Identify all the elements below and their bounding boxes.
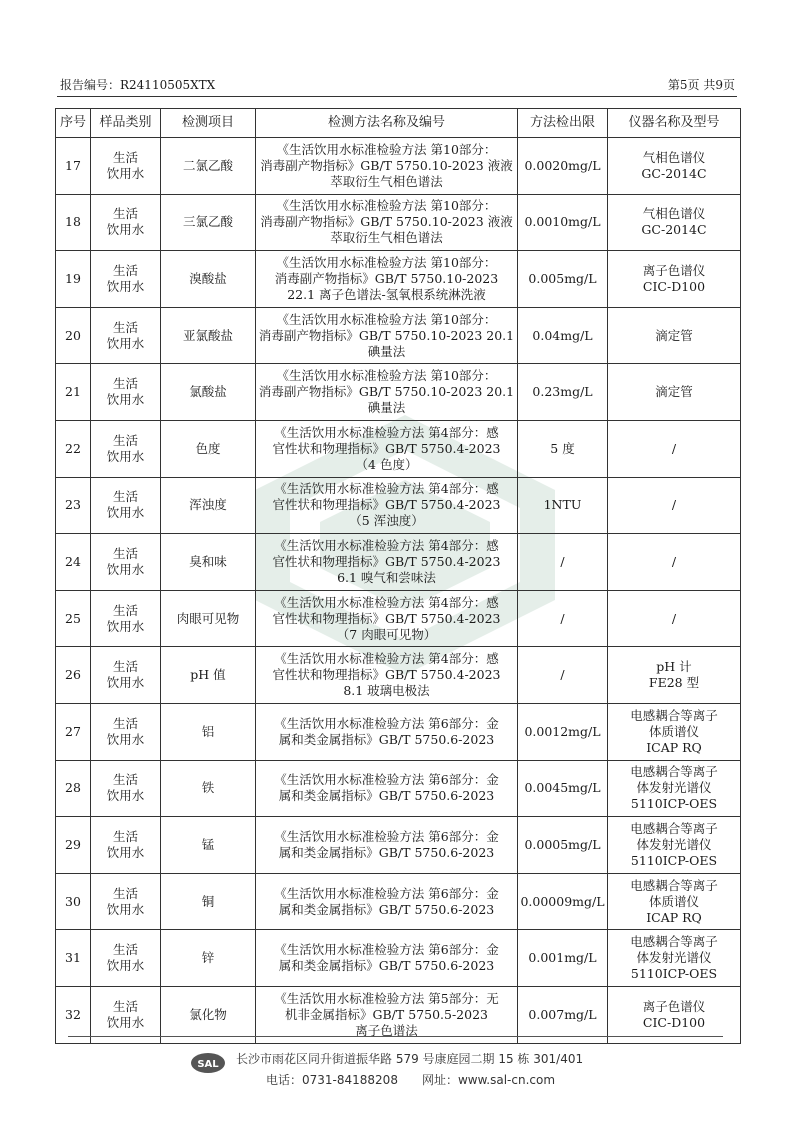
table-row <box>56 307 741 364</box>
sample-category-line: 饮用水 <box>106 788 145 804</box>
page-indicator: 第5页 共9页 <box>667 78 735 92</box>
test-method-line: 《生活饮用水标准检验方法 第10部分： <box>276 198 497 214</box>
table-row <box>56 194 741 251</box>
sample-category-line: 生活 <box>112 772 138 788</box>
detection-limit: 0.00009mg/L <box>518 873 608 930</box>
test-method <box>256 307 518 364</box>
sample-category-line: 生活 <box>112 376 138 392</box>
sample-category-line: 饮用水 <box>106 165 145 181</box>
instrument-line: 体发射光谱仪 <box>636 780 712 796</box>
test-item: 臭和味 <box>161 534 256 591</box>
sample-category-line: 生活 <box>112 432 138 448</box>
report-number: 报告编号：R24110505XTX <box>60 78 216 92</box>
test-method <box>256 364 518 421</box>
instrument-line: / <box>671 497 677 513</box>
test-method <box>256 817 518 874</box>
instrument-line: 滴定管 <box>655 384 693 400</box>
table-header-row <box>56 109 741 138</box>
test-method <box>256 590 518 647</box>
instrument-line: 电感耦合等离子 <box>630 934 718 950</box>
sample-category <box>91 194 161 251</box>
sample-category-line: 生活 <box>112 206 138 222</box>
sample-category <box>91 420 161 477</box>
footer-contact <box>266 1071 555 1088</box>
test-method-line: 《生活饮用水标准检验方法 第4部分：感 <box>274 424 499 440</box>
test-item: 肉眼可见物 <box>161 590 256 647</box>
row-number: 18 <box>56 194 91 251</box>
detection-limit: 5 度 <box>518 420 608 477</box>
sample-category-line: 饮用水 <box>106 505 145 521</box>
sample-category <box>91 647 161 704</box>
table-row <box>56 873 741 930</box>
test-method-line: 萃取衍生气相色谱法 <box>330 173 443 189</box>
row-number: 28 <box>56 760 91 817</box>
sample-category <box>91 986 161 1043</box>
test-method-line: 官性状和物理指标》GB/T 5750.4-2023 <box>272 553 501 569</box>
sal-logo-icon <box>190 1052 226 1074</box>
table-row <box>56 590 741 647</box>
detection-limit: / <box>518 590 608 647</box>
instrument-line: GC-2014C <box>641 222 707 238</box>
table-row <box>56 534 741 591</box>
row-number: 21 <box>56 364 91 421</box>
sample-category-line: 生活 <box>112 602 138 618</box>
column-header-method: 检测方法名称及编号 <box>256 109 518 138</box>
sample-category-line: 饮用水 <box>106 958 145 974</box>
sample-category <box>91 873 161 930</box>
instrument-line: ICAP RQ <box>646 739 702 755</box>
instrument-line: 5110ICP-OES <box>630 796 718 812</box>
sample-category-line: 生活 <box>112 885 138 901</box>
sample-category-line: 饮用水 <box>106 844 145 860</box>
test-method <box>256 986 518 1043</box>
instrument-line: 体质谱仪 <box>648 893 699 909</box>
test-item: 浑浊度 <box>161 477 256 534</box>
sample-category <box>91 760 161 817</box>
sample-category <box>91 477 161 534</box>
instrument-line: 体质谱仪 <box>648 723 699 739</box>
table-row <box>56 138 741 195</box>
detection-limit: 0.04mg/L <box>518 307 608 364</box>
sample-category <box>91 590 161 647</box>
test-item: 亚氯酸盐 <box>161 307 256 364</box>
instrument-line: 气相色谱仪 <box>642 149 706 165</box>
test-method-line: 碘量法 <box>367 343 406 359</box>
sample-category-line: 饮用水 <box>106 731 145 747</box>
row-number: 23 <box>56 477 91 534</box>
test-method-line: 萃取衍生气相色谱法 <box>330 230 443 246</box>
detection-limit: 0.0012mg/L <box>518 703 608 760</box>
test-method <box>256 873 518 930</box>
test-method-line: 《生活饮用水标准检验方法 第10部分： <box>276 311 497 327</box>
test-item: 色度 <box>161 420 256 477</box>
sample-category-line: 饮用水 <box>106 222 145 238</box>
test-method <box>256 534 518 591</box>
sample-category-line: 饮用水 <box>106 278 145 294</box>
sample-category-line: 生活 <box>112 319 138 335</box>
detection-limit: 0.0005mg/L <box>518 817 608 874</box>
instrument <box>608 817 741 874</box>
instrument-line: / <box>671 610 677 626</box>
instrument-line: 体发射光谱仪 <box>636 950 712 966</box>
instrument-line: 气相色谱仪 <box>642 206 706 222</box>
test-method-line: 属和类金属指标》GB/T 5750.6-2023 <box>278 788 495 804</box>
sample-category-line: 生活 <box>112 262 138 278</box>
row-number: 31 <box>56 930 91 987</box>
instrument <box>608 930 741 987</box>
sample-category-line: 生活 <box>112 489 138 505</box>
test-method-line: 离子色谱法 <box>355 1022 418 1038</box>
row-number: 27 <box>56 703 91 760</box>
detection-limit: 0.23mg/L <box>518 364 608 421</box>
table-row <box>56 817 741 874</box>
test-method <box>256 703 518 760</box>
test-methods-table <box>55 108 741 1044</box>
test-item: pH 值 <box>161 647 256 704</box>
test-method-line: 《生活饮用水标准检验方法 第6部分：金 <box>274 772 499 788</box>
test-item: 氯酸盐 <box>161 364 256 421</box>
test-method-line: 8.1 玻璃电极法 <box>343 683 430 699</box>
instrument-line: 电感耦合等离子 <box>630 820 718 836</box>
column-header-instrument: 仪器名称及型号 <box>608 109 741 138</box>
detection-limit: 0.0045mg/L <box>518 760 608 817</box>
row-number: 32 <box>56 986 91 1043</box>
instrument-line: 滴定管 <box>655 327 693 343</box>
sample-category-line: 饮用水 <box>106 392 145 408</box>
instrument-line: 5110ICP-OES <box>630 966 718 982</box>
instrument-line: / <box>671 440 677 456</box>
instrument-line: GC-2014C <box>641 165 707 181</box>
row-number: 30 <box>56 873 91 930</box>
instrument-line: 5110ICP-OES <box>630 852 718 868</box>
table-row <box>56 477 741 534</box>
detection-limit: 0.0010mg/L <box>518 194 608 251</box>
test-item: 锌 <box>161 930 256 987</box>
instrument-line: pH 计 <box>656 659 692 675</box>
footer-website: 网址：www.sal-cn.com <box>421 1073 556 1087</box>
header-divider <box>57 96 737 97</box>
test-method-line: 《生活饮用水标准检验方法 第6部分：金 <box>274 828 499 844</box>
test-method <box>256 647 518 704</box>
column-header-no: 序号 <box>56 109 91 138</box>
sample-category-line: 饮用水 <box>106 335 145 351</box>
page-header <box>60 76 735 94</box>
instrument-line: FE28 型 <box>648 675 700 691</box>
test-method-line: 6.1 嗅气和尝味法 <box>337 569 436 585</box>
sample-category-line: 生活 <box>112 545 138 561</box>
detection-limit: 0.001mg/L <box>518 930 608 987</box>
sample-category <box>91 930 161 987</box>
instrument-line: 电感耦合等离子 <box>630 764 718 780</box>
test-method-line: 属和类金属指标》GB/T 5750.6-2023 <box>278 731 495 747</box>
detection-limit: / <box>518 534 608 591</box>
row-number: 17 <box>56 138 91 195</box>
detection-limit: 1NTU <box>518 477 608 534</box>
sample-category <box>91 364 161 421</box>
test-method-line: 官性状和物理指标》GB/T 5750.4-2023 <box>272 667 501 683</box>
test-method <box>256 251 518 308</box>
instrument <box>608 590 741 647</box>
test-item: 三氯乙酸 <box>161 194 256 251</box>
instrument-line: 电感耦合等离子 <box>630 707 718 723</box>
row-number: 26 <box>56 647 91 704</box>
detection-limit: 0.005mg/L <box>518 251 608 308</box>
test-method-line: 官性状和物理指标》GB/T 5750.4-2023 <box>272 610 501 626</box>
test-method-line: 《生活饮用水标准检验方法 第4部分：感 <box>274 651 499 667</box>
table-row <box>56 986 741 1043</box>
test-method <box>256 420 518 477</box>
column-header-item: 检测项目 <box>161 109 256 138</box>
instrument <box>608 534 741 591</box>
table-row <box>56 930 741 987</box>
test-method <box>256 760 518 817</box>
instrument <box>608 477 741 534</box>
sample-category-line: 饮用水 <box>106 901 145 917</box>
instrument <box>608 251 741 308</box>
sample-category-line: 生活 <box>112 149 138 165</box>
row-number: 19 <box>56 251 91 308</box>
test-item: 溴酸盐 <box>161 251 256 308</box>
instrument <box>608 420 741 477</box>
instrument <box>608 986 741 1043</box>
test-method-line: 消毒副产物指标》GB/T 5750.10-2023 液液 <box>260 214 513 230</box>
test-method <box>256 930 518 987</box>
instrument-line: / <box>671 553 677 569</box>
test-method-line: 属和类金属指标》GB/T 5750.6-2023 <box>278 901 495 917</box>
test-method-line: 官性状和物理指标》GB/T 5750.4-2023 <box>272 497 501 513</box>
sample-category-line: 生活 <box>112 942 138 958</box>
instrument-line: 电感耦合等离子 <box>630 877 718 893</box>
row-number: 29 <box>56 817 91 874</box>
table-row <box>56 703 741 760</box>
table-row <box>56 251 741 308</box>
sample-category <box>91 703 161 760</box>
test-method-line: 《生活饮用水标准检验方法 第10部分： <box>276 141 497 157</box>
instrument-line: ICAP RQ <box>646 909 702 925</box>
detection-limit: / <box>518 647 608 704</box>
instrument <box>608 307 741 364</box>
test-method-line: 消毒副产物指标》GB/T 5750.10-2023 20.1 <box>258 327 515 343</box>
sample-category <box>91 251 161 308</box>
test-method-line: 《生活饮用水标准检验方法 第10部分： <box>276 368 497 384</box>
test-method <box>256 138 518 195</box>
sample-category-line: 饮用水 <box>106 675 145 691</box>
table-row <box>56 420 741 477</box>
table-row <box>56 364 741 421</box>
footer-divider <box>68 1036 723 1037</box>
sample-category-line: 饮用水 <box>106 448 145 464</box>
sample-category-line: 饮用水 <box>106 561 145 577</box>
sample-category-line: 饮用水 <box>106 1014 145 1030</box>
instrument <box>608 703 741 760</box>
instrument-line: 离子色谱仪 <box>642 998 706 1014</box>
test-item: 铝 <box>161 703 256 760</box>
test-method-line: 《生活饮用水标准检验方法 第6部分：金 <box>274 715 499 731</box>
test-method-line: （7 肉眼可见物） <box>336 626 437 642</box>
sample-category-line: 生活 <box>112 998 138 1014</box>
test-method <box>256 194 518 251</box>
sample-category <box>91 534 161 591</box>
detection-limit: 0.0020mg/L <box>518 138 608 195</box>
test-method-line: 《生活饮用水标准检验方法 第4部分：感 <box>274 481 499 497</box>
sample-category-line: 饮用水 <box>106 618 145 634</box>
sample-category <box>91 138 161 195</box>
test-method-line: 《生活饮用水标准检验方法 第10部分： <box>276 254 497 270</box>
test-method-line: 属和类金属指标》GB/T 5750.6-2023 <box>278 844 495 860</box>
logo-text: SAL <box>197 1059 219 1070</box>
test-item: 二氯乙酸 <box>161 138 256 195</box>
instrument-line: CIC-D100 <box>642 1014 706 1030</box>
table-body <box>56 138 741 1044</box>
test-method-line: 《生活饮用水标准检验方法 第6部分：金 <box>274 885 499 901</box>
instrument <box>608 647 741 704</box>
test-method-line: 22.1 离子色谱法-氢氧根系统淋洗液 <box>287 286 486 302</box>
test-method-line: 机非金属指标》GB/T 5750.5-2023 <box>285 1006 488 1022</box>
sample-category-line: 生活 <box>112 659 138 675</box>
test-item: 氯化物 <box>161 986 256 1043</box>
row-number: 22 <box>56 420 91 477</box>
column-header-category: 样品类别 <box>91 109 161 138</box>
row-number: 25 <box>56 590 91 647</box>
test-method-line: 《生活饮用水标准检验方法 第6部分：金 <box>274 942 499 958</box>
test-method-line: 消毒副产物指标》GB/T 5750.10-2023 液液 <box>260 157 513 173</box>
test-method-line: 消毒副产物指标》GB/T 5750.10-2023 20.1 <box>258 384 515 400</box>
test-method-line: 碘量法 <box>367 400 406 416</box>
sample-category <box>91 307 161 364</box>
test-method-line: 《生活饮用水标准检验方法 第5部分：无 <box>274 990 499 1006</box>
row-number: 24 <box>56 534 91 591</box>
footer-address: 长沙市雨花区同升街道振华路 579 号康庭园二期 15 栋 301/401 <box>236 1052 584 1066</box>
instrument <box>608 760 741 817</box>
sample-category-line: 生活 <box>112 715 138 731</box>
test-method-line: 属和类金属指标》GB/T 5750.6-2023 <box>278 958 495 974</box>
instrument <box>608 873 741 930</box>
sample-category-line: 生活 <box>112 828 138 844</box>
test-method-line: 《生活饮用水标准检验方法 第4部分：感 <box>274 594 499 610</box>
instrument-line: CIC-D100 <box>642 278 706 294</box>
instrument-line: 体发射光谱仪 <box>636 836 712 852</box>
test-method-line: （4 色度） <box>355 456 418 472</box>
instrument-line: 离子色谱仪 <box>642 262 706 278</box>
test-method-line: 《生活饮用水标准检验方法 第4部分：感 <box>274 537 499 553</box>
test-item: 铁 <box>161 760 256 817</box>
test-method <box>256 477 518 534</box>
test-method-line: （5 浑浊度） <box>349 513 424 529</box>
instrument <box>608 364 741 421</box>
instrument <box>608 194 741 251</box>
table-row <box>56 760 741 817</box>
instrument <box>608 138 741 195</box>
row-number: 20 <box>56 307 91 364</box>
detection-limit: 0.007mg/L <box>518 986 608 1043</box>
test-item: 锰 <box>161 817 256 874</box>
sample-category <box>91 817 161 874</box>
test-method-line: 消毒副产物指标》GB/T 5750.10-2023 <box>274 270 499 286</box>
test-method-line: 官性状和物理指标》GB/T 5750.4-2023 <box>272 440 501 456</box>
column-header-limit: 方法检出限 <box>518 109 608 138</box>
table-row <box>56 647 741 704</box>
test-item: 铜 <box>161 873 256 930</box>
footer-phone: 电话：0731-84188208 <box>266 1073 398 1087</box>
